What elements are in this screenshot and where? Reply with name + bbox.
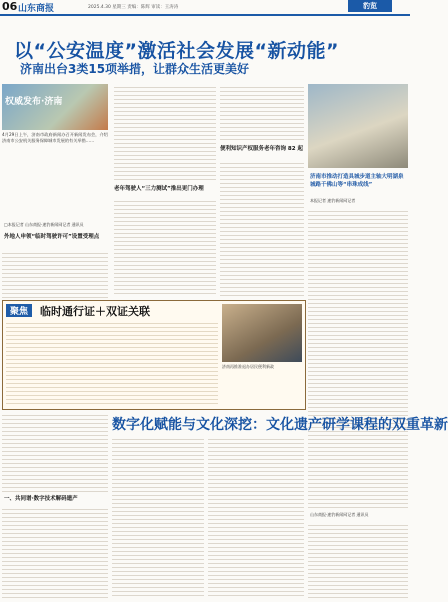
col3-body-1 <box>220 84 304 140</box>
right-body-2 <box>308 522 408 598</box>
feature-title: 临时通行证＋双证关联 <box>40 305 150 318</box>
badge-text: 权威发布·济南 <box>5 97 63 107</box>
lead-dateline: 4月29日上午，济南市政府新闻办召开新闻发布会，介绍济南市公安机关服务保障城市发展的有关举措…… <box>2 132 108 143</box>
footer-note: 山东商报·速豹新闻网记者 通讯员 <box>310 512 369 517</box>
right-body <box>308 208 408 508</box>
issue-meta: 2025.4.30 星期三 责编：陈辉 审读：王涛涛 <box>88 5 179 10</box>
lead-subhead: 济南出台3类15项举措，让群众生活更美好 <box>20 62 250 76</box>
feature-photo <box>222 304 302 362</box>
page-number: 06 <box>2 0 18 13</box>
second-body-1 <box>112 436 204 598</box>
right-headline: 济南市推动打造具城步道主轴大明湖泉城路千佛山等“串珠成线” <box>310 174 404 188</box>
sub-heading-1: 外地人申领“临时驾驶许可”设置受理点 <box>4 234 100 240</box>
mid-body-1 <box>114 84 216 180</box>
lead-headline: 以“公安温度”激活社会发展“新动能” <box>14 40 339 62</box>
second-body-2 <box>208 436 304 598</box>
section-name: 山东商报 <box>18 4 55 14</box>
lower-left-body <box>2 412 108 492</box>
badge-photo <box>2 84 108 130</box>
lower-left-body-2 <box>2 506 108 598</box>
feature-tag: 聚焦 <box>6 304 32 317</box>
col3-body-2 <box>220 160 304 296</box>
sub-heading-2: 老年驾驶人“三力测试”推出更门办理 <box>114 186 204 192</box>
right-byline: 本报记者 速豹新闻网记者 <box>310 198 356 203</box>
sub-heading-3: 便利知识产权服务老年咨询 82 起 <box>220 146 303 152</box>
column-logo: 豹览 <box>348 0 392 12</box>
badge-block <box>2 84 108 130</box>
lead-byline: □本报记者 山东商报·速豹新闻网记者 通讯员 <box>4 222 84 227</box>
left-body-2 <box>2 250 108 298</box>
mid-body-2 <box>114 198 216 296</box>
second-headline: 数字化赋能与文化深挖：文化遗产研学课程的双重革新 <box>112 417 448 433</box>
second-sub-1: 一、共同谱·数字技术解码遗产 <box>4 496 78 502</box>
left-body-1 <box>2 132 108 220</box>
feature-body <box>6 320 218 404</box>
feature-caption: 济南再推准退办居民便利新政 <box>222 364 274 369</box>
right-photo <box>308 84 408 168</box>
